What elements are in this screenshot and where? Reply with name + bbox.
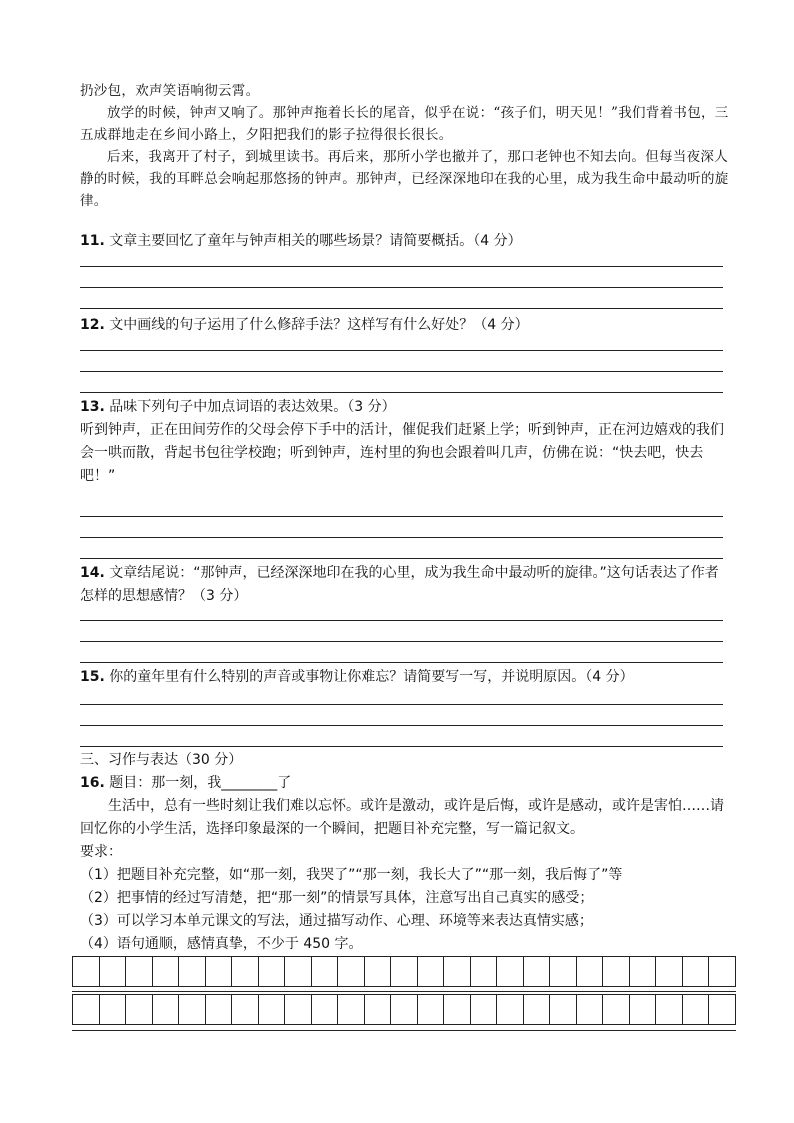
- answer-line[interactable]: [80, 371, 723, 372]
- passage-paragraph-1: 扔沙包，欢声笑语响彻云霄。: [80, 83, 260, 99]
- reading-passage: [80, 80, 740, 212]
- grid-cell[interactable]: [709, 995, 736, 1025]
- grid-cell[interactable]: [391, 957, 418, 987]
- grid-cell[interactable]: [682, 957, 709, 987]
- requirement-1: （1）把题目补充完整，如“那一刻，我哭了”“那一刻，我长大了”“那一刻，我后悔了”等: [80, 867, 623, 883]
- grid-cell[interactable]: [311, 957, 338, 987]
- question-quote: 听到钟声，正在田间劳作的父母会停下手中的活计，催促我们赶紧上学；听到钟声，正在河边嬉戏的我们会一哄而散，背起书包往学校跑；听到钟声，连村里的狗也会跟着叫几声，仿佛在说：“快去吧，快去吧！”: [80, 422, 724, 484]
- essay-prompt: 生活中，总有一些时刻让我们难以忘怀。或许是激动，或许是后悔，或许是感动，或许是害怕……请回忆你的小学生活，选择印象最深的一个瞬间，把题目补充完整，写一篇记叙文。: [80, 798, 724, 837]
- grid-cell[interactable]: [444, 957, 471, 987]
- grid-cell[interactable]: [258, 995, 285, 1025]
- grid-cell[interactable]: [682, 995, 709, 1025]
- grid-cell[interactable]: [152, 995, 179, 1025]
- grid-separator: [72, 991, 736, 992]
- requirements-label: 要求：: [80, 844, 122, 860]
- grid-cell[interactable]: [417, 957, 444, 987]
- grid-separator: [72, 1030, 736, 1031]
- question-15: [80, 666, 730, 689]
- grid-cell[interactable]: [470, 957, 497, 987]
- grid-cell[interactable]: [550, 957, 577, 987]
- question-number: 15.: [80, 669, 105, 685]
- question-16: [80, 772, 730, 795]
- question-12: [80, 314, 730, 337]
- question-number: 14.: [80, 565, 105, 581]
- answer-line[interactable]: [80, 620, 723, 621]
- grid-cell[interactable]: [232, 957, 259, 987]
- question-text: 文中画线的句子运用了什么修辞手法？这样写有什么好处？（4 分）: [104, 317, 529, 333]
- essay-title: 题目：那一刻，我________了: [104, 775, 292, 791]
- grid-cell[interactable]: [417, 995, 444, 1025]
- grid-cell[interactable]: [709, 957, 736, 987]
- grid-cell[interactable]: [550, 995, 577, 1025]
- grid-cell[interactable]: [497, 957, 524, 987]
- grid-cell[interactable]: [444, 995, 471, 1025]
- answer-line[interactable]: [80, 725, 723, 726]
- grid-cell[interactable]: [523, 995, 550, 1025]
- grid-cell[interactable]: [99, 957, 126, 987]
- grid-cell[interactable]: [73, 995, 100, 1025]
- grid-cell[interactable]: [603, 957, 630, 987]
- answer-line[interactable]: [80, 287, 723, 288]
- answer-line[interactable]: [80, 266, 723, 267]
- grid-cell[interactable]: [656, 957, 683, 987]
- grid-cell[interactable]: [629, 957, 656, 987]
- question-number: 13.: [80, 399, 105, 415]
- answer-line[interactable]: [80, 641, 723, 642]
- grid-cell[interactable]: [232, 995, 259, 1025]
- question-11: [80, 230, 730, 253]
- answer-line[interactable]: [80, 516, 723, 517]
- question-text: 文章主要回忆了童年与钟声相关的哪些场景？请简要概括。（4 分）: [104, 233, 522, 249]
- grid-cell[interactable]: [338, 995, 365, 1025]
- grid-cell[interactable]: [470, 995, 497, 1025]
- question-text: 文章结尾说：“那钟声，已经深深地印在我的心里，成为我生命中最动听的旋律。”这句话表达了作者怎样的思想感情？（3 分）: [80, 565, 719, 604]
- grid-cell[interactable]: [311, 995, 338, 1025]
- grid-cell[interactable]: [152, 957, 179, 987]
- requirement-3: （3）可以学习本单元课文的写法，通过描写动作、心理、环境等来表达真情实感；: [80, 913, 593, 929]
- grid-cell[interactable]: [523, 957, 550, 987]
- question-14: [80, 562, 730, 608]
- question-number: 16.: [80, 775, 105, 791]
- grid-cell[interactable]: [656, 995, 683, 1025]
- grid-cell[interactable]: [126, 957, 153, 987]
- grid-cell[interactable]: [338, 957, 365, 987]
- question-text: 品味下列句子中加点词语的表达效果。（3 分）: [104, 399, 396, 415]
- answer-line[interactable]: [80, 537, 723, 538]
- grid-cell[interactable]: [629, 995, 656, 1025]
- answer-line[interactable]: [80, 746, 723, 747]
- grid-cell[interactable]: [285, 957, 312, 987]
- section-3: [80, 749, 730, 956]
- grid-cell[interactable]: [179, 957, 206, 987]
- question-number: 11.: [80, 233, 105, 249]
- writing-grid-row-1[interactable]: [72, 956, 736, 987]
- requirement-4: （4）语句通顺，感情真挚，不少于 450 字。: [80, 936, 363, 952]
- grid-cell[interactable]: [285, 995, 312, 1025]
- grid-cell[interactable]: [205, 957, 232, 987]
- answer-line[interactable]: [80, 558, 723, 559]
- grid-cell[interactable]: [603, 995, 630, 1025]
- grid-cell[interactable]: [364, 995, 391, 1025]
- grid-cell[interactable]: [73, 957, 100, 987]
- answer-line[interactable]: [80, 662, 723, 663]
- passage-paragraph-2: 放学的时候，钟声又响了。那钟声拖着长长的尾音，似乎在说：“孩子们，明天见！”我们背着书包，三五成群地走在乡间小路上，夕阳把我们的影子拉得很长很长。: [80, 105, 729, 143]
- grid-cell[interactable]: [576, 995, 603, 1025]
- grid-cell[interactable]: [179, 995, 206, 1025]
- passage-paragraph-3: 后来，我离开了村子，到城里读书。再后来，那所小学也撤并了，那口老钟也不知去向。但每当夜深人静的时候，我的耳畔总会响起那悠扬的钟声。那钟声，已经深深地印在我的心里，成为我生命中最动听的旋律。: [80, 149, 729, 209]
- question-13: [80, 396, 730, 488]
- section-heading: 三、习作与表达（30 分）: [80, 752, 243, 768]
- answer-line[interactable]: [80, 350, 723, 351]
- grid-cell[interactable]: [205, 995, 232, 1025]
- question-number: 12.: [80, 317, 105, 333]
- answer-line[interactable]: [80, 308, 723, 309]
- grid-cell[interactable]: [391, 995, 418, 1025]
- answer-line[interactable]: [80, 704, 723, 705]
- grid-cell[interactable]: [126, 995, 153, 1025]
- requirement-2: （2）把事情的经过写清楚，把“那一刻”的情景写具体，注意写出自己真实的感受；: [80, 890, 594, 906]
- grid-cell[interactable]: [258, 957, 285, 987]
- answer-line[interactable]: [80, 392, 723, 393]
- grid-cell[interactable]: [497, 995, 524, 1025]
- grid-cell[interactable]: [576, 957, 603, 987]
- writing-grid-row-2[interactable]: [72, 994, 736, 1025]
- grid-cell[interactable]: [364, 957, 391, 987]
- question-text: 你的童年里有什么特别的声音或事物让你难忘？请简要写一写，并说明原因。（4 分）: [104, 669, 634, 685]
- grid-cell[interactable]: [99, 995, 126, 1025]
